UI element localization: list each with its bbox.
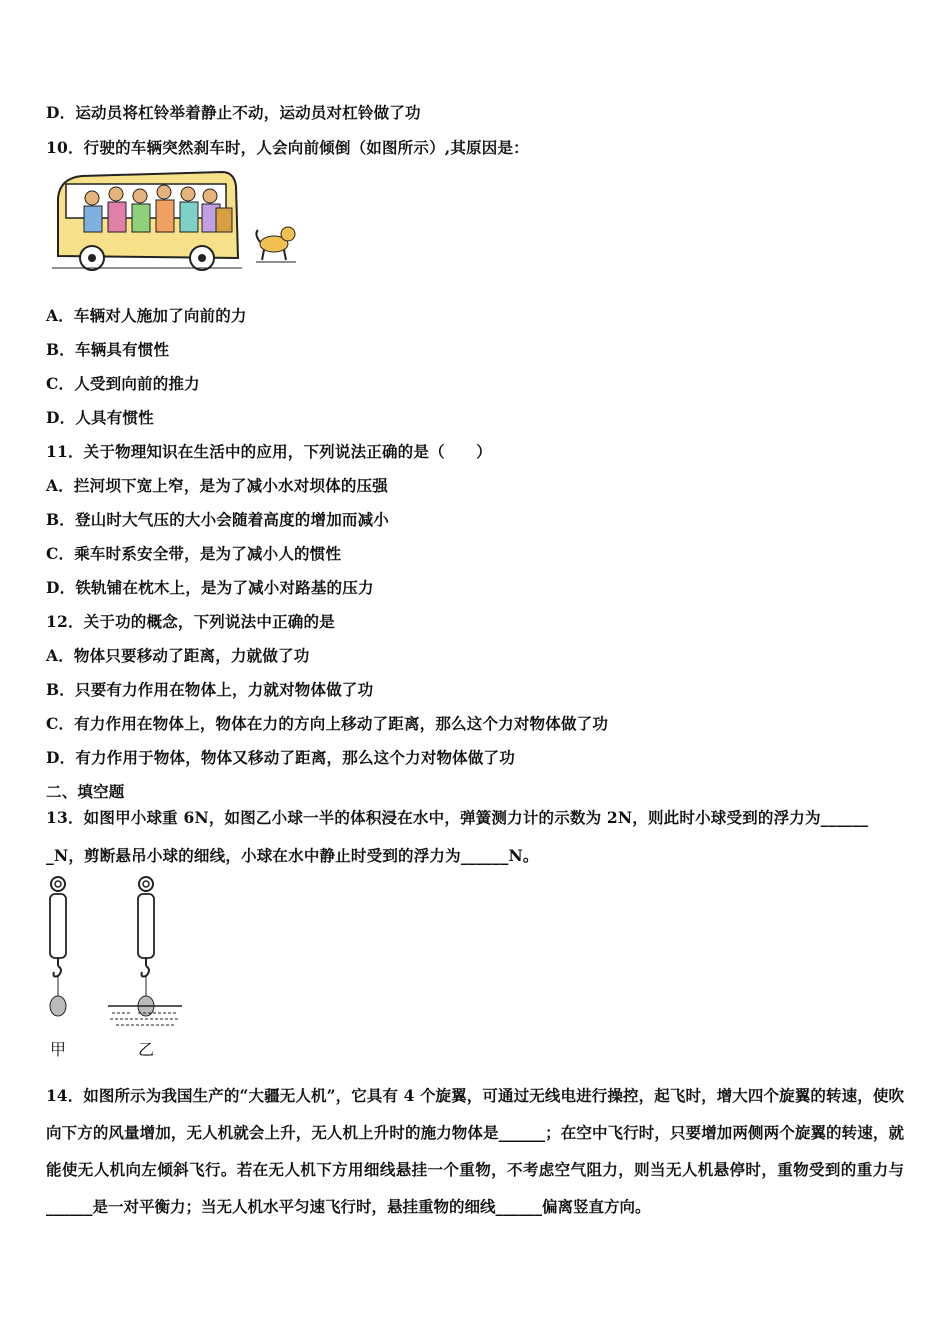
bus-illustration <box>52 168 302 274</box>
q10-option-c: C．人受到向前的推力 <box>46 374 200 393</box>
q10-option-d: D．人具有惯性 <box>46 408 154 427</box>
label-yi: 乙 <box>138 1040 155 1059</box>
section-title: 二、填空题 <box>46 782 125 801</box>
q12-stem: 12．关于功的概念，下列说法中正确的是 <box>46 612 335 631</box>
q13-line1: 13．如图甲小球重 6N，如图乙小球一半的体积浸在水中，弹簧测力计的示数为 2N，则此时小球受到的浮力为______ <box>46 808 869 827</box>
q11-option-d: D．铁轨铺在枕木上，是为了减小对路基的压力 <box>46 578 374 597</box>
q11-option-a: A．拦河坝下宽上窄，是为了减小水对坝体的压强 <box>46 476 388 495</box>
q11-option-b: B．登山时大气压的大小会随着高度的增加而减小 <box>46 510 390 529</box>
q12-option-d: D．有力作用于物体，物体又移动了距离，那么这个力对物体做了功 <box>46 748 515 767</box>
q11-option-c: C．乘车时系安全带，是为了减小人的惯性 <box>46 544 342 563</box>
q10-option-a: A．车辆对人施加了向前的力 <box>46 306 247 325</box>
q12-option-b: B．只要有力作用在物体上，力就对物体做了功 <box>46 680 374 699</box>
q10-stem: 10．行驶的车辆突然刹车时，人会向前倾倒（如图所示）,其原因是： <box>46 138 529 157</box>
q13-line2: _N，剪断悬吊小球的细线，小球在水中静止时受到的浮力为______N。 <box>46 846 539 865</box>
q10-option-b: B．车辆具有惯性 <box>46 340 170 359</box>
q14-text: 14．如图所示为我国生产的“大疆无人机”，它具有 4 个旋翼，可通过无线电进行操控，起飞时，增大四个旋翼的转速，使吹向下方的风量增加，无人机就会上升，无人机上升时的施力物体是______；在空中飞行时，只要增加两侧两个旋翼的转速，就能使无人机向左倾斜飞行。若在无人机下方用细线悬挂一个重物，不考虑空气阻力，则当无人机悬停时，重物受到的重力与______是一对平衡力；当无人机水平匀速飞行时，悬挂重物的细线______偏离竖直方向。 <box>46 1086 904 1216</box>
label-jia: 甲 <box>50 1040 67 1059</box>
q11-stem: 11．关于物理知识在生活中的应用，下列说法正确的是（ ） <box>46 442 492 461</box>
spring-scale-figure <box>40 874 190 1034</box>
q12-option-a: A．物体只要移动了距离，力就做了功 <box>46 646 310 665</box>
q12-option-c: C．有力作用在物体上，物体在力的方向上移动了距离，那么这个力对物体做了功 <box>46 714 609 733</box>
q9-option-d: D．运动员将杠铃举着静止不动，运动员对杠铃做了功 <box>46 103 421 122</box>
